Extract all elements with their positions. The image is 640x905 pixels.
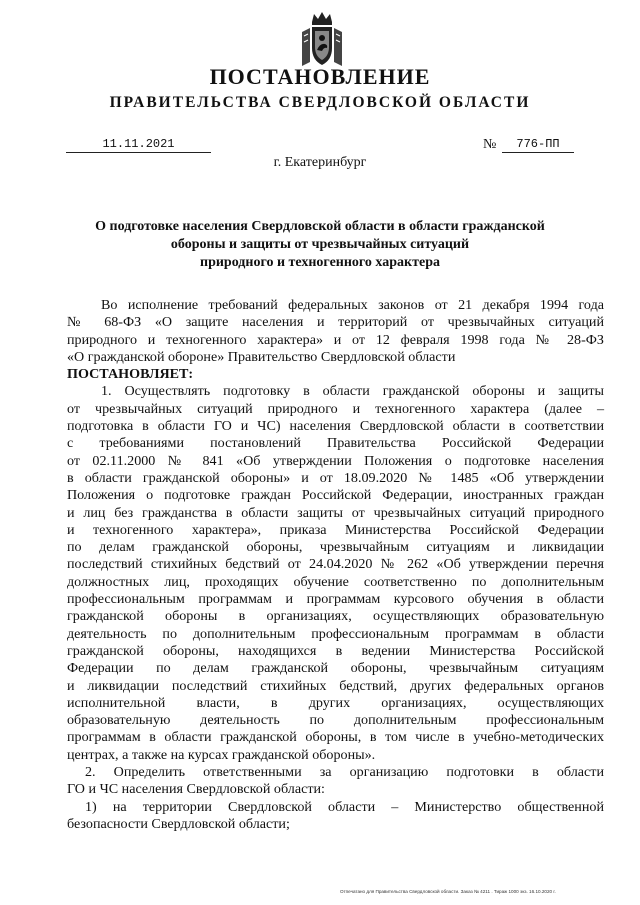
body-line: гражданской обороны в организациях, осуществляющих образовательную [67,608,604,625]
body-line: 1. Осуществлять подготовку в области гражданской обороны и защиты [101,383,604,400]
document-date: 11.11.2021 [66,137,211,153]
body-line: безопасности Свердловской области; [67,815,290,832]
coat-of-arms-icon [298,10,346,68]
document-body [67,297,604,833]
document-title-line: О подготовке населения Свердловской области в области гражданской [95,219,545,234]
document-title-line: природного и техногенного характера [200,255,440,270]
body-line: центрах, а также на курсах гражданской обороны». [67,746,376,763]
body-line: «О гражданской обороне» Правительство Свердловской области [67,348,456,365]
body-line: Федерации по делам гражданской обороны, чрезвычайным ситуациям [67,660,604,677]
body-line: от 02.11.2000 № 841 «Об утверждении Положения о подготовке населения [67,452,604,469]
body-line: гражданской обороны, находящихся в ведении Министерства Российской [67,642,604,659]
body-line: Во исполнение требований федеральных законов от 21 декабря 1994 года [101,297,604,313]
body-line: Положения о подготовке граждан Российской Федерации, иностранных граждан [67,487,604,504]
body-line: № 68-ФЗ «О защите населения и территорий от чрезвычайных ситуаций [67,314,604,331]
document-title [60,218,580,272]
body-line: от чрезвычайных ситуаций природного и техногенного характера (далее – [67,400,604,417]
resolves-heading: ПОСТАНОВЛЯЕТ: [67,366,194,383]
body-line: последствий стихийных бедствий от 24.04.2020 № 262 «Об утверждении перечня [67,556,604,573]
body-line: 1) на территории Свердловской области – Министерство общественной [85,798,604,815]
document-number: 776-ПП [502,137,574,153]
body-line: в области гражданской обороны» и от 18.09.2020 № 1485 «Об утверждении [67,469,604,486]
print-footer: Отпечатано для Правительства Свердловской области. Заказ № 4211 . Тираж 1000 экз. 16.10.2020 г. [340,889,556,894]
number-sign: № [483,137,497,152]
body-line: исполнительной власти, в других организациях, осуществляющих [67,694,604,711]
body-line: с требованиями постановлений Правительства Российской Федерации [67,435,604,452]
body-line: и техногенного характера», приказа Министерства Российской Федерации [67,521,604,538]
body-line: и лиц без гражданства в области защиты от чрезвычайных ситуаций природного [67,504,604,521]
document-type-title: ПОСТАНОВЛЕНИЕ [209,64,431,89]
issuer-title: ПРАВИТЕЛЬСТВА СВЕРДЛОВСКОЙ ОБЛАСТИ [109,94,531,111]
body-line: подготовка в области ГО и ЧС) населения Свердловской области в соответствии [67,418,604,435]
city: г. Екатеринбург [273,155,367,170]
body-line: по делам гражданской обороны, чрезвычайным ситуациям и ликвидации [67,539,604,556]
body-line: ГО и ЧС населения Свердловской области: [67,781,325,798]
body-line: должностных лиц, проходящих обучение соответственно по дополнительным [67,573,604,590]
body-line: и ликвидации последствий стихийных бедствий, других федеральных органов [67,677,604,694]
document-title-line: обороны и защиты от чрезвычайных ситуаций [170,237,470,252]
body-line: деятельность по дополнительным профессиональным программам в области [67,625,604,642]
body-line: программам в области гражданской обороны, в том числе в учебно-методических [67,729,604,746]
body-line: 2. Определить ответственными за организацию подготовки в области [85,764,604,781]
body-line: профессиональным программам и программам курсового обучения в области [67,591,604,608]
body-line: образовательную деятельность по дополнительным профессиональным [67,712,604,729]
body-line: природного и техногенного характера» и от 12 февраля 1998 года № 28-ФЗ [67,331,604,348]
